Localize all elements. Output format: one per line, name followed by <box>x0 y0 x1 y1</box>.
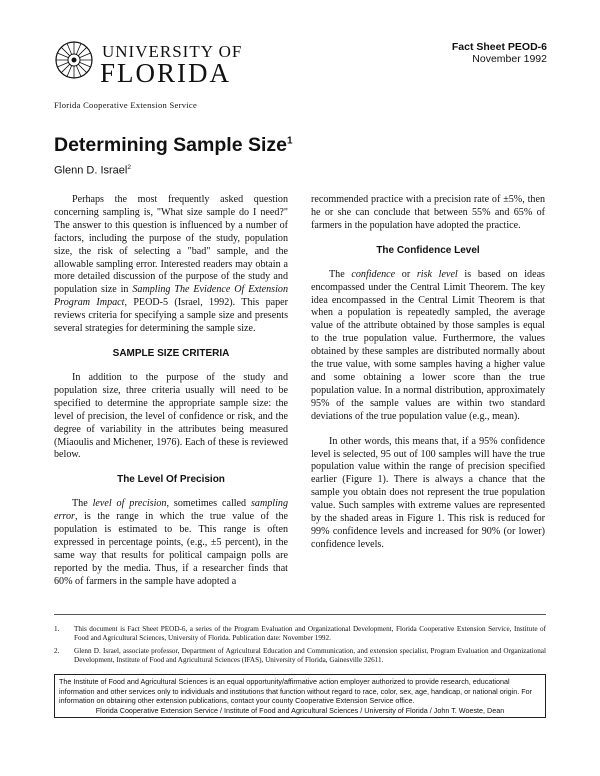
notice-text: The Institute of Food and Agricultural Sciences is an equal opportunity/affirmative action employer authorized to provide research, educational information and other services only to individuals and institutions that function without regard to race, color, sex, age, handicap, or national origin. For information on obtaining other extension publications, contact your county Cooperative Extension Service office. <box>59 677 533 706</box>
intro-text: Perhaps the most frequently asked question concerning sampling is, "What size sample do I need?" The answer to this question is influenced by a number of factors, including the purpose of the study, population size, the risk of selecting a "bad" sample, and the allowable sampling error. Interested readers may obtain a more detailed discussion of the purpose of the study and population size in <box>54 194 288 296</box>
term-sampling-error: sampling error <box>54 498 288 523</box>
page-title <box>54 134 293 157</box>
section-heading-precision: The Level Of Precision <box>117 474 225 486</box>
publication-date: November 1992 <box>472 53 547 65</box>
fact-sheet-info <box>452 41 547 65</box>
author-name: Glenn D. Israel <box>54 164 128 177</box>
fact-sheet-number: Fact Sheet PEOD-6 <box>451 41 547 53</box>
university-seal-icon <box>54 40 94 80</box>
author-footnote-ref: 2 <box>127 164 131 171</box>
criteria-paragraph: In addition to the purpose of the study and population size, three criteria usually will need to be specified to determine the appropriate sample size: the level of precision, the level of confidence or risk, and the degree of variability in the attributes being measured (Miaoulis and Michener, 1976). Each of these is reviewed below. <box>54 371 288 461</box>
section-heading-confidence: The Confidence Level <box>376 244 480 256</box>
footnote-2 <box>54 647 546 665</box>
term-confidence: confidence <box>351 268 396 280</box>
footnote-text: Glenn D. Israel, associate professor, Department of Agricultural Education and Communication, and extension specialist, Program Evaluation and Organizational Development, Institute of Food and Agricultural Sciences (IFAS), University of Florida, Gainesville 32611. <box>74 647 546 664</box>
precision-paragraph <box>54 498 288 588</box>
university-logo <box>54 40 244 100</box>
equal-opportunity-notice <box>54 674 546 718</box>
notice-attribution: Florida Cooperative Extension Service / Institute of Food and Agricultural Sciences / University of Florida / John T. Woeste, Dean <box>95 705 505 715</box>
referenced-title: Sampling The Evidence Of Extension Program Impact <box>54 284 288 309</box>
precision-continued-paragraph: recommended practice with a precision rate of ±5%, then he or she can conclude that between 55% and 65% of farmers in the population have adopted the practice. <box>311 194 545 231</box>
left-column <box>54 194 288 601</box>
precision-text-a: The <box>72 498 93 510</box>
footnote-number: 2. <box>54 647 60 655</box>
footnote-divider <box>54 614 546 615</box>
confidence-text-c: is based on ideas encompassed under the Central Limit Theorem. The key idea encompassed in the Central Limit Theorem is that when a population is repeatedly sampled, the average value of the attribute obtained by those samples is equal to the true population value. Furthermore, the values obtained by these samples are distributed normally about the true value, with some samples having a higher value and some obtaining a lower score than the true population value. In a normal distribution, approximately 95% of the sample values are within two standard deviations of the true population value (e.g., mean). <box>311 268 545 422</box>
title-footnote-ref: 1 <box>286 135 293 147</box>
precision-text-c: , is the range in which the true value of the population is estimated to be. This range is often expressed in percentage points, (e.g., ±5 percent), in the same way that results for political campaign polls are reported by the media. Thus, if a researcher finds that 60% of farmers in the sample have adopted a <box>54 511 288 587</box>
footnote-text: This document is Fact Sheet PEOD-6, a series of the Program Evaluation and Organizational Development, Florida Cooperative Extension Service, Institute of Food and Agricultural Sciences, University of Florida. Publication date: November 1992. <box>74 625 546 642</box>
other-words-paragraph: In other words, this means that, if a 95% confidence level is selected, 95 out of 100 samples will have the true population value within the range of precision specified earlier (Figure 1). There is always a chance that the sample you obtain does not represent the true population value. Such samples with extreme values are represented by the shaded areas in Figure 1. This risk is reduced for 99% confidence levels and increased for 90% (or lower) confidence levels. <box>311 435 545 550</box>
confidence-text-a: The <box>329 268 352 280</box>
footnote-1 <box>54 625 546 643</box>
logo-university-of: UNIVERSITY OF <box>102 42 243 61</box>
footnote-number: 1. <box>54 625 60 633</box>
section-heading-criteria: SAMPLE SIZE CRITERIA <box>112 347 230 359</box>
right-column <box>311 194 545 564</box>
term-risk-level: risk level <box>416 268 458 280</box>
extension-service-name: Florida Cooperative Extension Service <box>54 100 198 110</box>
intro-text-end: , PEOD-5 (Israel, 1992). This paper reviews criteria for specifying a sample size and presents several strategies for determining the sample size. <box>54 297 288 335</box>
term-level-of-precision: level of precision <box>92 498 167 510</box>
precision-text-b: , sometimes called <box>166 498 251 510</box>
confidence-text-b: or <box>395 268 417 280</box>
logo-florida: FLORIDA <box>100 58 232 88</box>
intro-paragraph <box>54 194 288 336</box>
author <box>54 164 131 177</box>
title-text: Determining Sample Size <box>54 134 287 156</box>
confidence-paragraph <box>311 269 545 424</box>
